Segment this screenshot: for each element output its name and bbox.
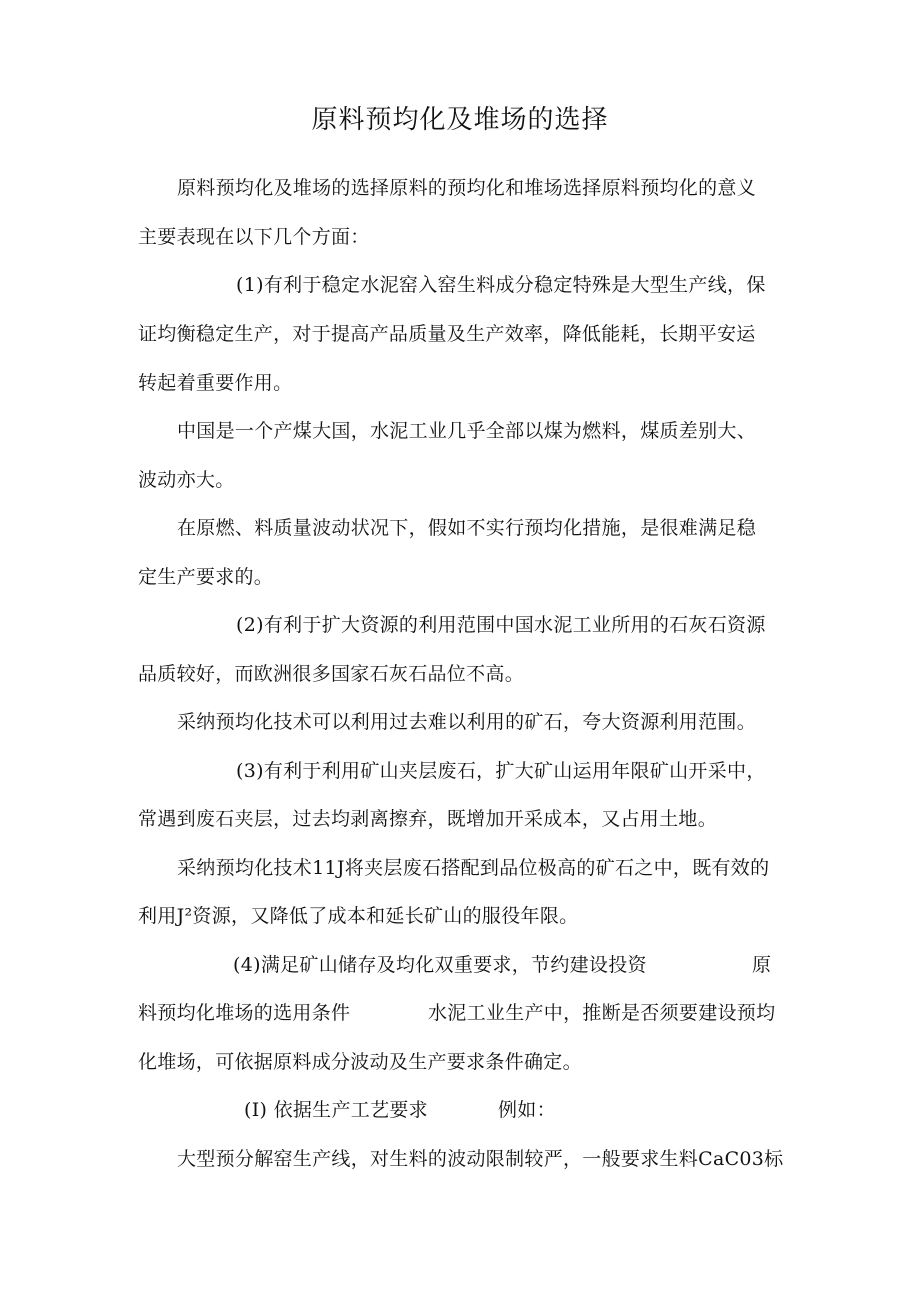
paragraph-line: 波动亦大。 — [138, 469, 235, 491]
paragraph-line: 常遇到废石夹层，过去均剥离擦弃，既增加开采成本，又占用土地。 — [138, 808, 718, 830]
paragraph-line: 在原燃、料质量波动状况下，假如不实行预均化措施，是很难满足稳 — [177, 517, 757, 539]
paragraph-line: 采纳预均化技术可以利用过去难以利用的矿石，夸大资源利用范围。 — [177, 711, 757, 733]
paragraph-line: 采纳预均化技术11J将夹层废石搭配到品位极高的矿石之中，既有效的 — [177, 857, 770, 879]
paragraph-line: 主要表现在以下几个方面： — [138, 226, 370, 248]
paragraph-line: 转起着重要作用。 — [138, 372, 293, 394]
paragraph-line: 原料预均化及堆场的选择原料的预均化和堆场选择原料预均化的意义 — [177, 177, 757, 199]
paragraph-line: (1)有利于稳定水泥窑入窑生料成分稳定特殊是大型生产线，保 — [236, 274, 766, 296]
paragraph-line: 定生产要求的。 — [138, 566, 274, 588]
paragraph-line: 利用J²资源，又降低了成本和延长矿山的服役年限。 — [138, 905, 579, 927]
paragraph-line: 例如： — [498, 1099, 556, 1121]
paragraph-line: (4)满足矿山储存及均化双重要求，节约建设投资 — [233, 954, 647, 976]
paragraph-line: 原 — [752, 954, 772, 976]
paragraph-line: 品质较好，而欧洲很多国家石灰石品位不高。 — [138, 663, 525, 685]
paragraph-line: 中国是一个产煤大国，水泥工业几乎全部以煤为燃料，煤质差别大、 — [177, 420, 757, 442]
document-title: 原料预均化及堆场的选择 — [311, 105, 609, 135]
paragraph-line: 大型预分解窑生产线，对生料的波动限制较严，一般要求生料CaC03标 — [177, 1148, 784, 1170]
paragraph-line: 水泥工业生产中，推断是否须要建设预均 — [428, 1002, 776, 1024]
paragraph-line: 料预均化堆场的选用条件 — [138, 1002, 351, 1024]
paragraph-line: 证均衡稳定生产，对于提高产品质量及生产效率，降低能耗，长期平安运 — [138, 323, 756, 345]
paragraph-line: 化堆场，可依据原料成分波动及生产要求条件确定。 — [138, 1051, 582, 1073]
paragraph-line: (3)有利于利用矿山夹层废石，扩大矿山运用年限矿山开采中， — [236, 760, 766, 782]
paragraph-line: (I) 依据生产工艺要求 — [244, 1099, 428, 1121]
paragraph-line: (2)有利于扩大资源的利用范围中国水泥工业所用的石灰石资源 — [236, 614, 766, 636]
